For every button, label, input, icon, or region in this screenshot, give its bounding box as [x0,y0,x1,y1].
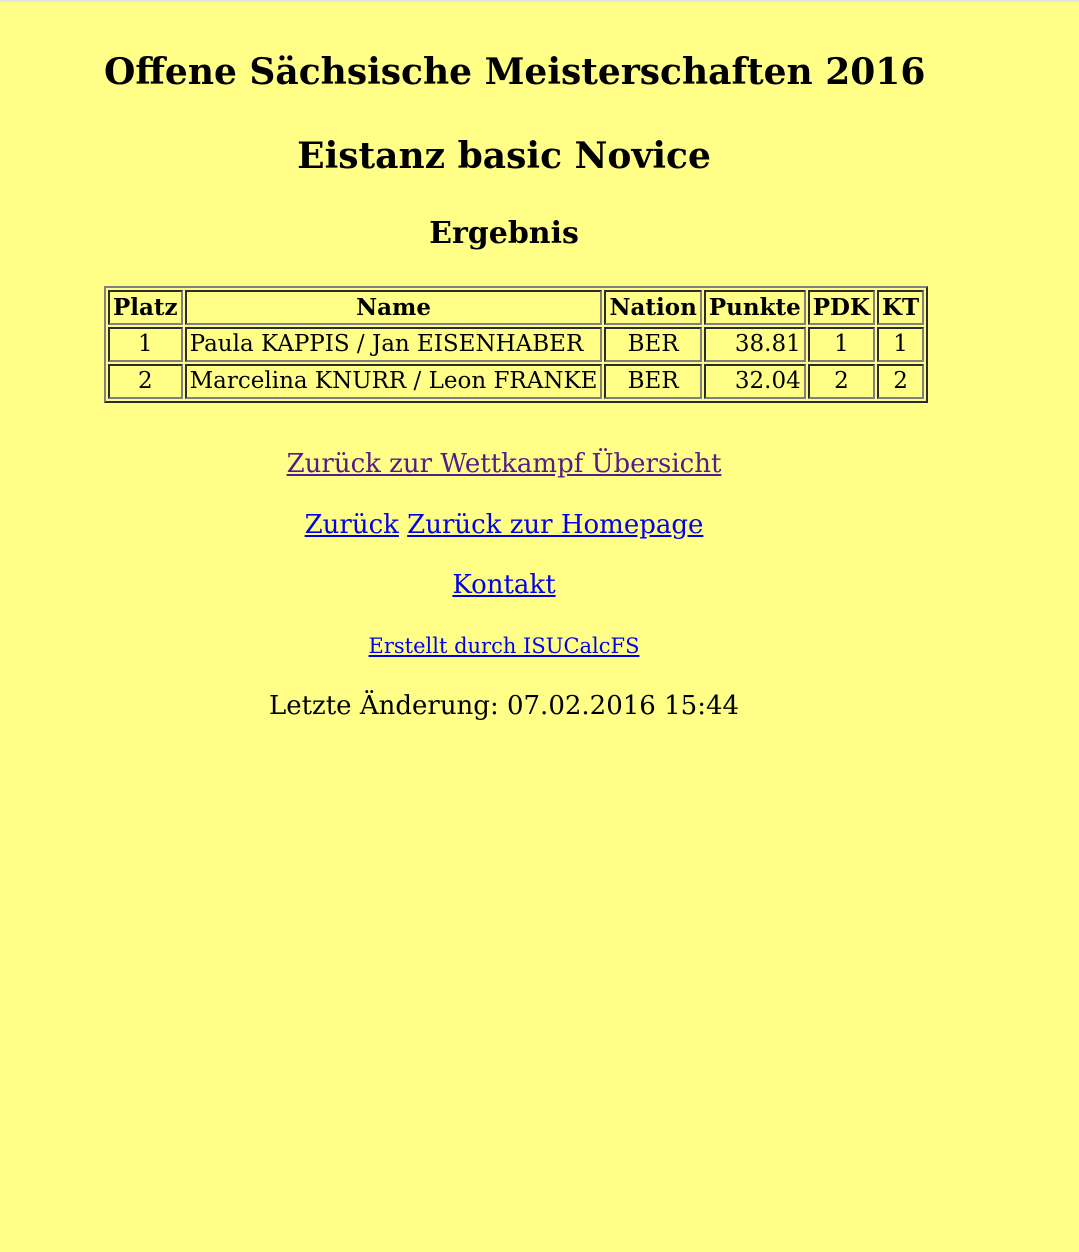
credit-line [104,636,904,657]
header-kt: KT [877,290,924,325]
back-link[interactable]: Zurück [304,510,399,540]
overview-link[interactable]: Zurück zur Wettkampf Übersicht [286,449,722,479]
cell-nation: BER [604,327,701,362]
header-punkte: Punkte [704,290,806,325]
cell-pdk: 1 [808,327,875,362]
cell-pdk: 2 [808,364,875,399]
cell-platz: 2 [108,364,183,399]
table-row [108,327,924,362]
overview-link-line [104,451,904,477]
header-platz: Platz [108,290,183,325]
cell-punkte: 38.81 [704,327,806,362]
contact-link[interactable]: Kontakt [452,570,556,600]
back-links-line [104,512,904,538]
cell-platz: 1 [108,327,183,362]
cell-kt: 2 [877,364,924,399]
section-title: Ergebnis [429,216,579,251]
event-title: Eistanz basic Novice [297,135,711,177]
credit-link[interactable]: Erstellt durch ISUCalcFS [368,634,640,658]
last-modified: Letzte Änderung: 07.02.2016 15:44 [268,691,740,721]
cell-kt: 1 [877,327,924,362]
page-title: Offene Sächsische Meisterschaften 2016 [104,51,926,93]
header-pdk: PDK [808,290,875,325]
header-name: Name [185,290,603,325]
homepage-link[interactable]: Zurück zur Homepage [407,510,704,540]
cell-name: Marcelina KNURR / Leon FRANKE [185,364,603,399]
header-nation: Nation [604,290,701,325]
contact-link-line [104,572,904,598]
table-header-row [108,290,924,325]
cell-name: Paula KAPPIS / Jan EISENHABER [185,327,603,362]
results-table [104,286,928,403]
cell-punkte: 32.04 [704,364,806,399]
cell-nation: BER [604,364,701,399]
table-row [108,364,924,399]
